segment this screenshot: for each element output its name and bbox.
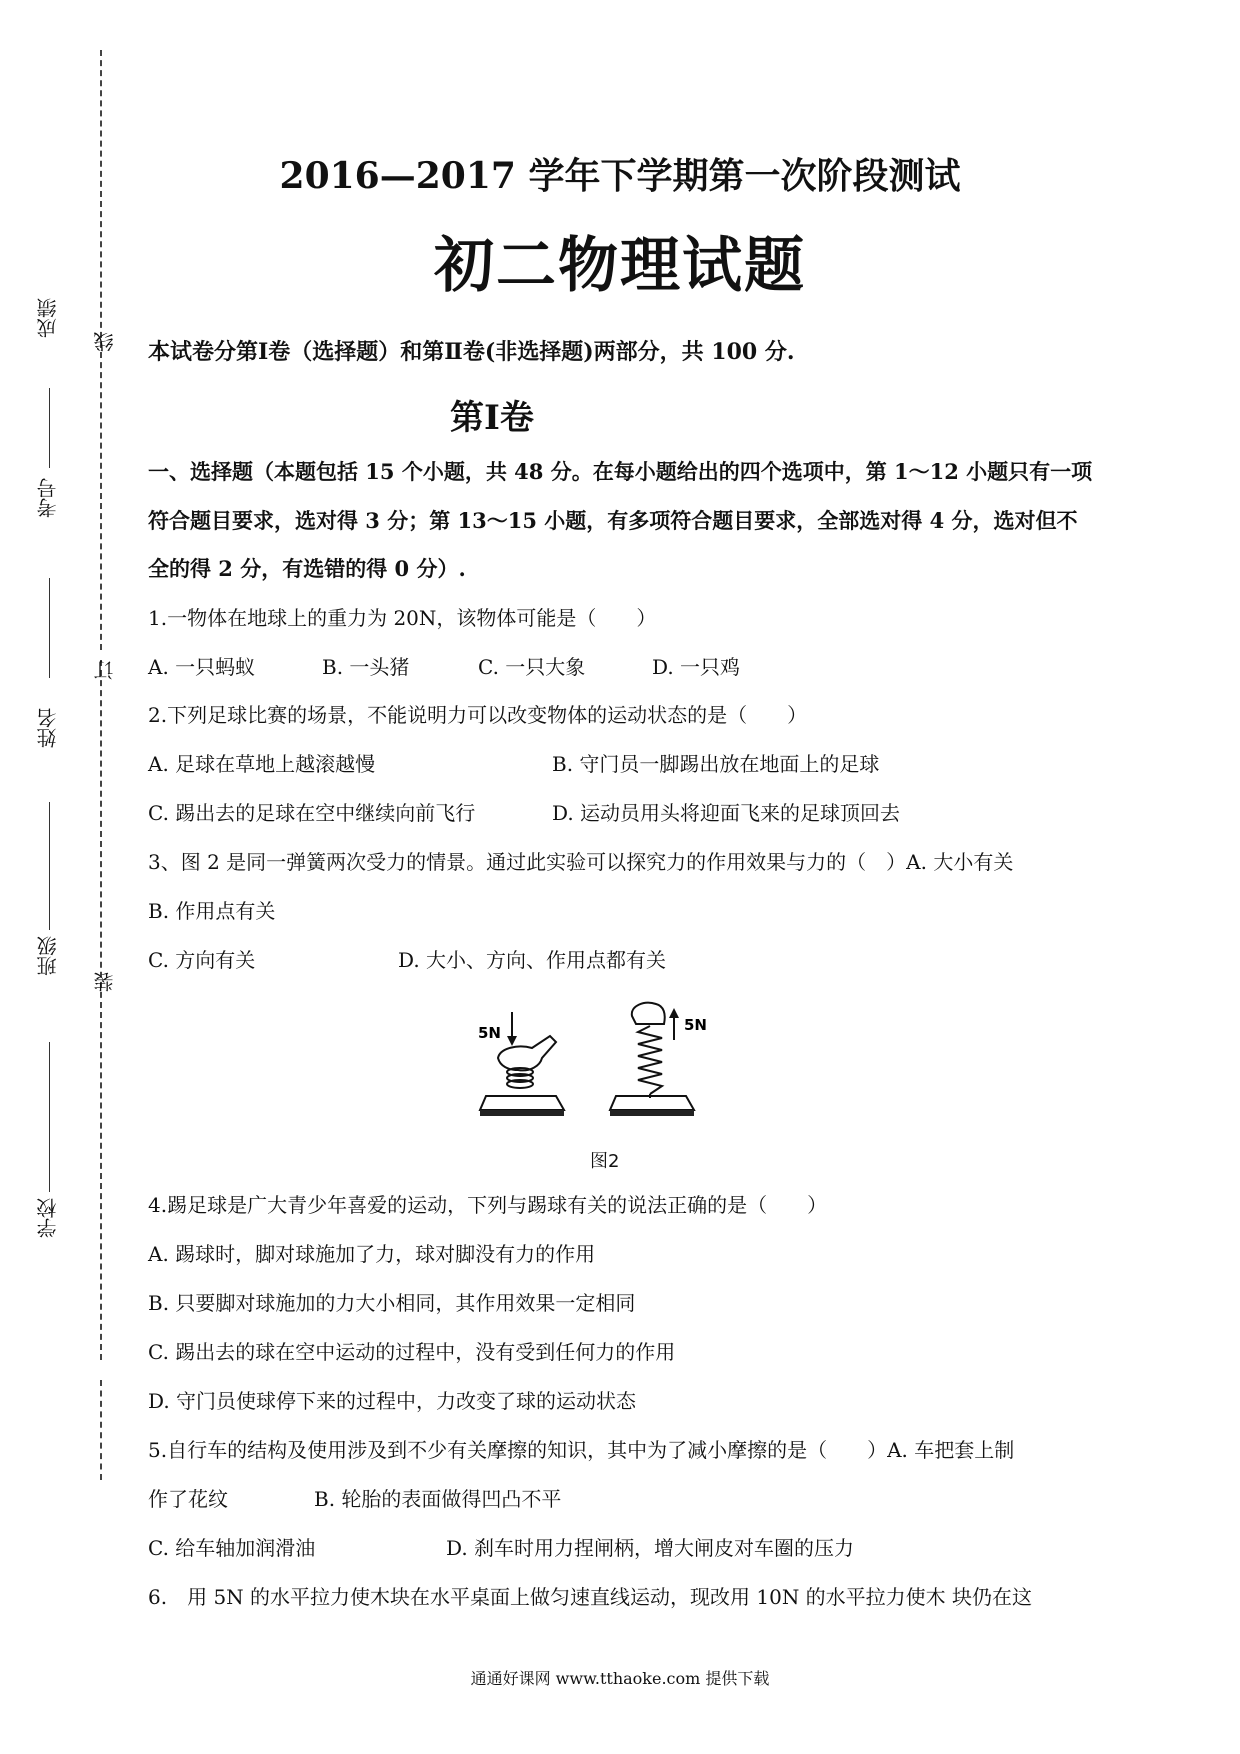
question-2-option-d: D. 运动员用头将迎面飞来的足球顶回去 <box>552 801 901 825</box>
question-1-option-c: C. 一只大象 <box>478 655 586 679</box>
question-5-stem: 5.自行车的结构及使用涉及到不少有关摩擦的知识，其中为了减小摩擦的是（ ）A. 车把套上制 <box>148 1438 1015 1462</box>
question-2-option-c: C. 踢出去的足球在空中继续向前飞行 <box>148 801 476 825</box>
exam-intro: 本试卷分第Ⅰ卷（选择题）和第Ⅱ卷(非选择题)两部分，共 100 分. <box>148 339 795 365</box>
question-5-option-d: D. 刹车时用力捏闸柄，增大闸皮对车圈的压力 <box>446 1536 855 1560</box>
question-1-stem: 1.一物体在地球上的重力为 20N，该物体可能是（ ） <box>148 606 657 630</box>
question-5-option-b: B. 轮胎的表面做得凹凸不平 <box>314 1487 562 1511</box>
name-label: 姓名 <box>36 708 60 748</box>
fold-mark-pack: 装 <box>93 972 117 992</box>
question-5-option-c: C. 给车轴加润滑油 <box>148 1536 316 1560</box>
fold-mark-line: 线 <box>93 332 117 352</box>
question-5-option-a-continued: 作了花纹 <box>148 1487 228 1511</box>
question-3-option-d: D. 大小、方向、作用点都有关 <box>398 948 667 972</box>
exam-number-blank <box>49 388 50 468</box>
spring-figure <box>460 1000 760 1140</box>
question-2-option-b: B. 守门员一脚踢出放在地面上的足球 <box>552 752 880 776</box>
binding-line-end <box>100 1380 102 1480</box>
question-2-stem: 2.下列足球比赛的场景，不能说明力可以改变物体的运动状态的是（ ） <box>148 703 808 727</box>
question-3-option-c: C. 方向有关 <box>148 948 256 972</box>
page-footer: 通通好课网 www.tthaoke.com 提供下载 <box>470 1669 770 1688</box>
school-blank <box>49 1042 50 1192</box>
stretched-spring-illustration <box>610 1003 707 1116</box>
question-2-option-a: A. 足球在草地上越滚越慢 <box>148 752 376 776</box>
question-6-stem: 6. 用 5N 的水平拉力使木块在水平桌面上做匀速直线运动，现改用 10N 的水平拉力使木 块仍在这 <box>148 1585 1033 1609</box>
right-force-label: 5N <box>684 1016 707 1034</box>
class-label: 班级 <box>36 936 60 976</box>
part-title: 第Ⅰ卷 <box>450 398 534 438</box>
question-4-option-b: B. 只要脚对球施加的力大小相同，其作用效果一定相同 <box>148 1291 636 1315</box>
question-1-option-d: D. 一只鸡 <box>652 655 741 679</box>
exam-title: 2016—2017 学年下学期第一次阶段测试 <box>279 155 961 197</box>
school-label: 学校 <box>36 1198 60 1238</box>
question-3-stem: 3、图 2 是同一弹簧两次受力的情景。通过此实验可以探究力的作用效果与力的（ ）A. 大小有关 <box>148 850 1014 874</box>
figure-caption: 图2 <box>590 1151 620 1172</box>
compressed-spring-illustration <box>478 1012 564 1116</box>
section-instructions-line3: 全的得 2 分，有选错的得 0 分）. <box>148 556 466 581</box>
question-1-option-a: A. 一只蚂蚁 <box>148 655 256 679</box>
subject-title: 初二物理试题 <box>434 231 806 301</box>
section-instructions-line1: 一、选择题（本题包括 15 个小题，共 48 分。在每小题给出的四个选项中，第 1～12 小题只有一项 <box>148 459 1093 484</box>
question-4-option-d: D. 守门员使球停下来的过程中，力改变了球的运动状态 <box>148 1389 637 1413</box>
name-blank <box>49 578 50 678</box>
question-4-option-c: C. 踢出去的球在空中运动的过程中，没有受到任何力的作用 <box>148 1340 676 1364</box>
question-1-option-b: B. 一头猪 <box>322 655 410 679</box>
section-instructions-line2: 符合题目要求，选对得 3 分；第 13～15 小题，有多项符合题目要求，全部选对得 4 分，选对但不 <box>148 508 1078 533</box>
class-blank <box>49 802 50 930</box>
binding-line-bottom <box>100 660 102 1360</box>
question-3-option-b: B. 作用点有关 <box>148 899 276 923</box>
score-label: 成绩 <box>36 298 60 338</box>
left-force-label: 5N <box>478 1024 501 1042</box>
fold-mark-bind: 订 <box>93 660 117 680</box>
question-4-option-a: A. 踢球时，脚对球施加了力，球对脚没有力的作用 <box>148 1242 596 1266</box>
exam-number-label: 考号 <box>36 478 60 518</box>
question-4-stem: 4.踢足球是广大青少年喜爱的运动，下列与踢球有关的说法正确的是（ ） <box>148 1193 828 1217</box>
